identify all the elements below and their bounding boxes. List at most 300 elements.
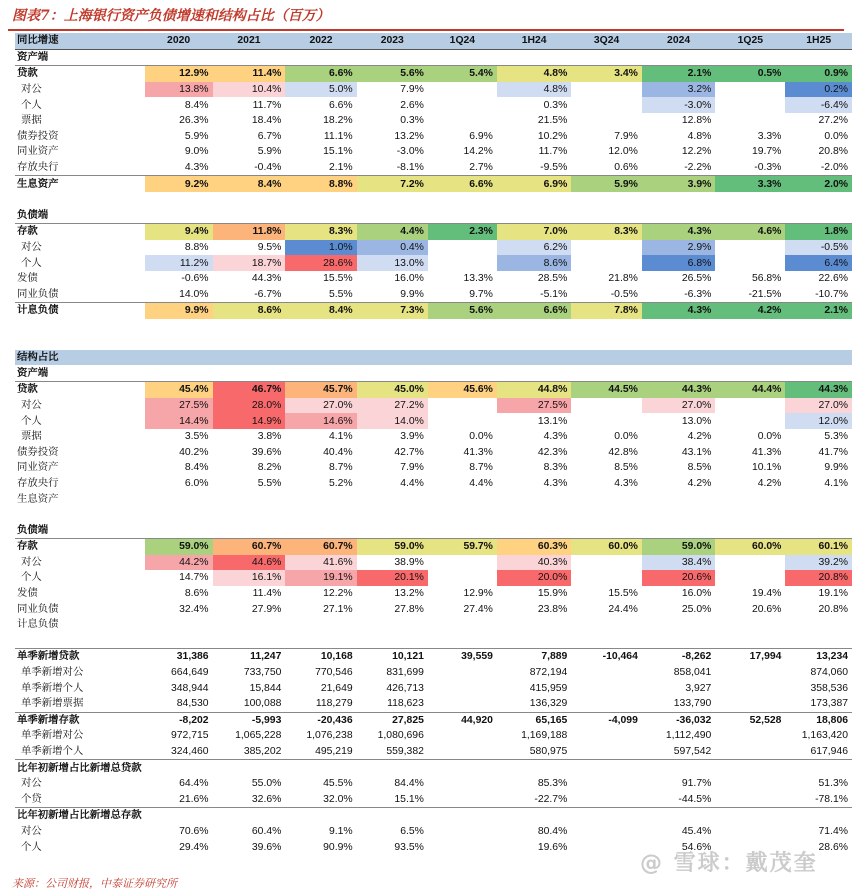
table-cell: 13.2%	[394, 130, 424, 142]
table-row	[15, 507, 852, 523]
table-cell	[642, 808, 715, 824]
data-table-container	[15, 33, 852, 855]
table-row	[15, 460, 852, 476]
table-cell	[285, 319, 356, 335]
table-cell	[497, 49, 571, 66]
table-cell	[428, 617, 497, 633]
table-cell: 24.4%	[608, 603, 638, 615]
table-cell	[571, 792, 642, 808]
table-cell	[715, 507, 785, 523]
table-cell: 27.8%	[394, 603, 424, 615]
table-cell	[145, 507, 213, 523]
table-cell: 28.6%	[285, 255, 356, 271]
table-cell: 12.0%	[785, 413, 852, 429]
table-cell: 5.5%	[257, 477, 282, 489]
table-cell: 1.0%	[285, 240, 356, 256]
table-cell: 1,065,228	[235, 730, 282, 742]
table-cell: 118,623	[387, 698, 424, 710]
table-cell: 42.7%	[394, 446, 424, 458]
table-cell: 8.6%	[213, 303, 286, 319]
table-cell: 52,528	[715, 712, 785, 728]
table-cell: 55.0%	[251, 778, 282, 790]
table-cell: 5.9%	[257, 146, 282, 158]
table-row	[15, 160, 852, 176]
table-cell: 11.8%	[213, 224, 286, 240]
table-cell: 12.9%	[463, 588, 493, 600]
table-cell: 4.2%	[715, 303, 785, 319]
table-cell: 13.0%	[681, 415, 712, 427]
table-cell: 39.2%	[785, 555, 852, 571]
table-cell: 2.1%	[642, 66, 715, 82]
table-cell: 733,750	[243, 667, 282, 679]
table-cell	[642, 522, 715, 538]
row-label: 发债	[17, 588, 38, 600]
table-cell: -78.1%	[815, 793, 848, 805]
table-cell: 6.6%	[285, 66, 356, 82]
row-label: 资产端	[17, 51, 49, 63]
table-cell	[785, 192, 852, 208]
table-cell	[213, 208, 286, 224]
table-row	[15, 82, 852, 98]
table-cell	[497, 350, 571, 366]
table-cell: 20.8%	[818, 603, 848, 615]
table-cell: 415,959	[529, 682, 568, 694]
table-cell: 22.6%	[818, 273, 848, 285]
table-cell: 44.3%	[251, 273, 282, 285]
table-cell: 4.3%	[642, 303, 715, 319]
table-cell: 7.9%	[400, 462, 424, 474]
table-cell: 9.5%	[257, 242, 282, 254]
table-cell: 6.9%	[497, 176, 571, 192]
table-cell	[213, 350, 286, 366]
table-row	[15, 665, 852, 681]
table-cell	[571, 350, 642, 366]
table-cell	[213, 760, 286, 776]
table-cell: 6.0%	[184, 477, 209, 489]
row-label: 个人	[21, 415, 42, 427]
table-cell: 16.1%	[213, 570, 286, 586]
table-cell: 15.5%	[323, 273, 353, 285]
header-row	[15, 33, 852, 49]
table-cell: 8.3%	[543, 462, 568, 474]
table-cell: -2.2%	[684, 162, 712, 174]
table-cell	[571, 113, 642, 129]
data-table	[15, 33, 852, 855]
table-cell: 15.1%	[323, 146, 353, 158]
table-cell	[715, 113, 785, 129]
table-cell: 4.2%	[757, 477, 782, 489]
table-cell	[357, 507, 428, 523]
table-cell	[428, 82, 497, 98]
table-cell: 60.7%	[285, 539, 356, 555]
table-cell: 14.0%	[357, 413, 428, 429]
table-cell	[571, 319, 642, 335]
header-period-cell: 3Q24	[571, 33, 642, 49]
table-cell: 25.0%	[681, 603, 712, 615]
table-cell	[785, 350, 852, 366]
table-cell: 4.4%	[357, 224, 428, 240]
table-row	[15, 287, 852, 303]
row-label: 对公	[21, 399, 42, 411]
table-cell: 93.5%	[394, 841, 424, 853]
table-cell: 85.3%	[537, 778, 568, 790]
table-cell: 9.9%	[145, 303, 213, 319]
table-cell: 4.8%	[687, 130, 712, 142]
table-cell: 14.0%	[179, 288, 209, 300]
table-row	[15, 398, 852, 414]
table-cell	[715, 398, 785, 414]
title-rule	[8, 29, 844, 31]
table-cell: 31,386	[145, 649, 213, 665]
row-label: 单季新增贷款	[15, 649, 145, 665]
table-cell: 4.4%	[469, 477, 493, 489]
table-cell: 16.0%	[681, 588, 712, 600]
table-cell	[571, 491, 642, 507]
table-cell: 4.2%	[687, 431, 712, 443]
table-cell: 3,927	[685, 682, 712, 694]
table-cell	[642, 507, 715, 523]
table-cell: 51.3%	[818, 778, 848, 790]
table-cell	[213, 617, 286, 633]
table-cell: 13.2%	[394, 588, 424, 600]
table-cell: 59.0%	[145, 539, 213, 555]
table-cell: -6.7%	[254, 288, 282, 300]
table-cell: 4.3%	[614, 477, 638, 489]
table-cell: 4.2%	[687, 477, 712, 489]
table-cell: 20.8%	[818, 146, 848, 158]
header-period-cell: 2021	[213, 33, 286, 49]
table-row	[15, 522, 852, 538]
table-cell	[642, 760, 715, 776]
table-cell: 6.6%	[497, 303, 571, 319]
table-cell	[357, 208, 428, 224]
table-cell	[715, 776, 785, 792]
table-cell: 60.0%	[715, 539, 785, 555]
table-cell	[497, 617, 571, 633]
table-cell	[145, 192, 213, 208]
table-cell: 8.3%	[571, 224, 642, 240]
table-row	[15, 601, 852, 617]
table-cell: 15.1%	[394, 793, 424, 805]
table-cell: 59.7%	[428, 539, 497, 555]
table-cell	[285, 617, 356, 633]
table-cell	[285, 760, 356, 776]
row-label: 个人	[21, 572, 42, 584]
table-cell	[571, 507, 642, 523]
table-row	[15, 350, 852, 366]
table-cell	[571, 49, 642, 66]
table-cell	[715, 82, 785, 98]
table-cell: 44.5%	[571, 382, 642, 398]
table-cell	[285, 365, 356, 381]
table-cell: 358,536	[810, 682, 848, 694]
row-label: 单季新增对公	[21, 730, 84, 742]
table-cell	[145, 522, 213, 538]
table-cell: 5.4%	[428, 66, 497, 82]
table-cell	[213, 365, 286, 381]
table-cell: 3.9%	[400, 431, 424, 443]
table-cell: 39.6%	[251, 841, 282, 853]
table-cell: 2.6%	[400, 99, 424, 111]
table-cell	[571, 776, 642, 792]
table-row	[15, 208, 852, 224]
table-cell: 0.3%	[400, 115, 424, 127]
table-row	[15, 303, 852, 319]
table-row	[15, 240, 852, 256]
table-cell: -0.4%	[254, 162, 282, 174]
table-row	[15, 413, 852, 429]
table-cell	[715, 350, 785, 366]
table-cell: 6.5%	[400, 825, 424, 837]
table-cell: 32.4%	[179, 603, 209, 615]
row-label: 计息负债	[15, 303, 145, 319]
table-row	[15, 192, 852, 208]
table-cell: -10,464	[571, 649, 642, 665]
table-cell	[497, 760, 571, 776]
table-cell	[571, 555, 642, 571]
table-row	[15, 334, 852, 350]
table-cell	[571, 334, 642, 350]
row-label: 对公	[21, 242, 42, 254]
table-cell	[497, 208, 571, 224]
row-label: 比年初新增占比新增总贷款	[15, 760, 145, 776]
table-cell	[428, 839, 497, 855]
table-cell: 348,944	[170, 682, 209, 694]
table-cell	[715, 744, 785, 760]
table-cell	[357, 365, 428, 381]
table-cell: 44.4%	[715, 382, 785, 398]
table-row	[15, 696, 852, 712]
table-cell	[145, 350, 213, 366]
table-cell: 80.4%	[537, 825, 568, 837]
table-cell: 90.9%	[323, 841, 353, 853]
row-label: 计息负债	[17, 619, 59, 631]
table-cell: 28.5%	[537, 273, 568, 285]
table-cell: 18.2%	[323, 115, 353, 127]
row-label: 单季新增个人	[21, 746, 84, 758]
table-cell	[571, 570, 642, 586]
table-cell: 29.4%	[179, 841, 209, 853]
table-cell	[145, 808, 213, 824]
table-cell	[571, 365, 642, 381]
table-cell	[571, 760, 642, 776]
table-row	[15, 649, 852, 665]
table-cell	[285, 208, 356, 224]
table-cell: 20.6%	[751, 603, 782, 615]
table-cell	[285, 507, 356, 523]
table-cell	[428, 570, 497, 586]
table-cell: -36,032	[642, 712, 715, 728]
table-cell	[715, 208, 785, 224]
table-cell	[715, 365, 785, 381]
table-cell: 15.9%	[537, 588, 568, 600]
table-cell: 45.5%	[323, 778, 353, 790]
table-cell: 12.0%	[608, 146, 638, 158]
table-cell: 559,382	[386, 746, 424, 758]
table-cell: 7.9%	[400, 84, 424, 96]
table-cell: 38.4%	[642, 555, 715, 571]
table-cell	[285, 808, 356, 824]
table-cell	[715, 255, 785, 271]
table-cell	[497, 808, 571, 824]
table-cell: 40.2%	[179, 446, 209, 458]
table-cell	[213, 319, 286, 335]
table-cell	[715, 570, 785, 586]
table-cell	[428, 49, 497, 66]
row-label: 比年初新增占比新增总存款	[15, 808, 145, 824]
row-label	[15, 507, 145, 523]
table-row	[15, 744, 852, 760]
table-cell	[571, 255, 642, 271]
table-cell	[213, 633, 286, 649]
table-cell: 4.3%	[543, 477, 568, 489]
table-cell	[715, 808, 785, 824]
table-cell	[213, 334, 286, 350]
table-cell: 11.4%	[252, 588, 282, 600]
table-cell: 27.5%	[145, 398, 213, 414]
table-row	[15, 680, 852, 696]
table-row	[15, 712, 852, 728]
table-cell: 19.1%	[285, 570, 356, 586]
table-cell	[428, 97, 497, 113]
table-cell: 495,219	[315, 746, 353, 758]
table-cell: 9.1%	[328, 825, 353, 837]
table-cell: 10.1%	[751, 462, 782, 474]
table-cell	[213, 192, 286, 208]
table-cell: -22.7%	[534, 793, 568, 805]
table-cell	[428, 808, 497, 824]
table-cell: 3.9%	[642, 176, 715, 192]
table-cell: 6.9%	[469, 130, 493, 142]
table-cell: 45.4%	[145, 382, 213, 398]
table-cell	[428, 522, 497, 538]
table-cell	[285, 192, 356, 208]
row-label	[15, 334, 145, 350]
table-cell	[642, 208, 715, 224]
table-cell: -21.5%	[748, 288, 782, 300]
table-cell	[785, 49, 852, 66]
table-cell	[357, 334, 428, 350]
header-period-cell: 2023	[357, 33, 428, 49]
table-cell	[357, 617, 428, 633]
table-cell: 972,715	[170, 730, 209, 742]
table-cell: 4.3%	[543, 431, 568, 443]
table-cell	[285, 49, 356, 66]
table-cell: 9.9%	[400, 288, 424, 300]
table-cell: 872,194	[529, 667, 568, 679]
table-row	[15, 224, 852, 240]
table-cell: 2.9%	[642, 240, 715, 256]
table-cell: 5.9%	[184, 130, 209, 142]
table-cell: 20.0%	[497, 570, 571, 586]
table-cell: 3.4%	[571, 66, 642, 82]
table-cell	[785, 617, 852, 633]
table-cell: 8.7%	[328, 462, 353, 474]
table-cell: 0.9%	[785, 66, 852, 82]
table-cell: 4.8%	[497, 82, 571, 98]
table-cell	[213, 49, 286, 66]
table-cell: 38.9%	[394, 556, 424, 568]
table-row	[15, 382, 852, 398]
table-row	[15, 255, 852, 271]
table-cell: 44.3%	[785, 382, 852, 398]
table-cell	[642, 491, 715, 507]
table-cell: 60.4%	[251, 825, 282, 837]
table-cell: 0.0%	[824, 130, 848, 142]
table-cell	[715, 792, 785, 808]
row-label: 贷款	[15, 66, 145, 82]
table-cell: 5.2%	[328, 477, 353, 489]
table-cell	[571, 240, 642, 256]
table-cell	[785, 633, 852, 649]
table-cell	[285, 491, 356, 507]
row-label: 对公	[21, 84, 42, 96]
table-cell	[715, 665, 785, 681]
table-cell	[428, 776, 497, 792]
table-cell: -10.7%	[815, 288, 848, 300]
table-cell: 1,169,188	[521, 730, 568, 742]
table-row	[15, 144, 852, 160]
table-cell	[145, 319, 213, 335]
table-cell: 0.0%	[469, 431, 493, 443]
table-cell	[428, 255, 497, 271]
table-cell	[428, 365, 497, 381]
table-cell	[571, 665, 642, 681]
table-cell	[497, 192, 571, 208]
table-cell: 11.2%	[145, 255, 213, 271]
table-cell: 46.7%	[213, 382, 286, 398]
table-cell	[357, 319, 428, 335]
table-cell: 7.3%	[357, 303, 428, 319]
table-cell: -44.5%	[678, 793, 712, 805]
table-cell: 1,163,420	[801, 730, 848, 742]
table-cell	[571, 413, 642, 429]
table-row	[15, 824, 852, 840]
table-row	[15, 760, 852, 776]
table-cell	[642, 334, 715, 350]
table-cell	[571, 633, 642, 649]
table-cell	[715, 413, 785, 429]
table-cell: -20,436	[285, 712, 356, 728]
table-cell: 27.5%	[497, 398, 571, 414]
table-cell	[497, 334, 571, 350]
row-label: 同业资产	[17, 146, 59, 158]
table-cell: 27.1%	[323, 603, 353, 615]
table-cell: 44.2%	[145, 555, 213, 571]
table-cell	[497, 491, 571, 507]
table-cell: -5,993	[213, 712, 286, 728]
table-cell: 858,041	[673, 667, 712, 679]
table-cell: -0.5%	[785, 240, 852, 256]
row-label: 债券投资	[17, 130, 59, 142]
table-cell: 10.4%	[213, 82, 286, 98]
table-cell: 84.4%	[394, 778, 424, 790]
table-row	[15, 617, 852, 633]
table-cell	[428, 824, 497, 840]
table-cell: 60.0%	[571, 539, 642, 555]
table-cell: 4.1%	[824, 477, 848, 489]
table-cell: 1.8%	[785, 224, 852, 240]
table-cell	[357, 192, 428, 208]
table-cell: 5.6%	[428, 303, 497, 319]
table-cell	[715, 696, 785, 712]
table-cell: 44.8%	[497, 382, 571, 398]
table-cell: 26.5%	[681, 273, 712, 285]
table-cell: 41.6%	[285, 555, 356, 571]
table-cell: 65,165	[497, 712, 571, 728]
table-cell	[497, 633, 571, 649]
table-row	[15, 776, 852, 792]
